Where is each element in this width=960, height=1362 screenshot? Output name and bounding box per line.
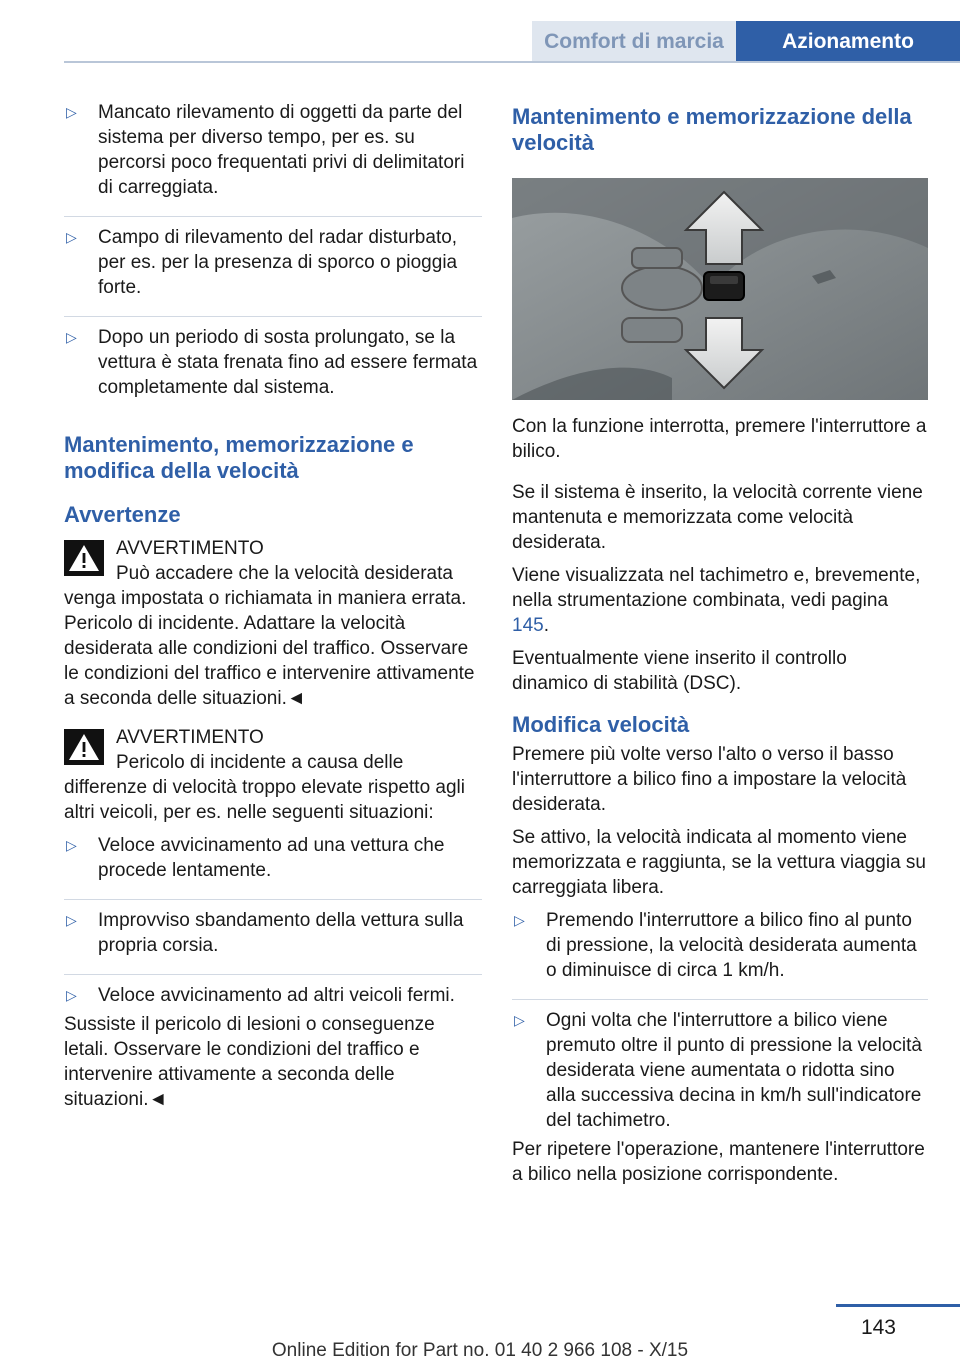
bullet-triangle-icon: ▷ (66, 987, 77, 1003)
warning-closing-text: Sussiste il pericolo di lesioni o conseguenze letali. Osservare le condizioni del traffico e intervenire attivamente a seconda delle situazioni.◄ (64, 1014, 435, 1110)
section-title: Mantenimento e memorizzazione della velocità (512, 104, 912, 155)
bullet-triangle-icon: ▷ (66, 104, 77, 120)
warning-text: Pericolo di incidente a causa delle differenze di velocità troppo elevate rispetto agli altri veicoli, per es. nelle seguenti situazioni: (64, 752, 466, 823)
bullet-text: Ogni volta che l'interruttore a bilico viene premuto oltre il punto di pressione la velocità desiderata viene aumentata o ridotta sino alla successiva decina in km/h sull'indicatore del tachimetro. (546, 1010, 922, 1131)
left-column (64, 100, 482, 1120)
paragraph: Con la funzione interrotta, premere l'interruttore a bilico. (512, 416, 927, 462)
bullet-text: Mancato rilevamento di oggetti da parte del sistema per diverso tempo, per es. su percorsi poco frequentati privi di delimitatori di carreggiata. (98, 102, 465, 198)
warning-triangle-icon (64, 540, 104, 576)
bullet-triangle-icon: ▷ (66, 229, 77, 245)
bullet-triangle-icon: ▷ (66, 329, 77, 345)
paragraph: Premere più volte verso l'alto o verso il basso l'interruttore a bilico fino a impostare la velocità desiderata. (512, 744, 907, 815)
bullet-item (64, 983, 482, 1010)
bullet-triangle-icon: ▷ (66, 912, 77, 928)
paragraph: Se attivo, la velocità indicata al momento viene memorizzata e raggiunta, se la vettura viaggia su carreggiata libera. (512, 827, 926, 898)
bullet-triangle-icon: ▷ (66, 837, 77, 853)
bullet-text: Veloce avvicinamento ad una vettura che procede lentamente. (98, 835, 445, 881)
warning-block (64, 725, 482, 1112)
warning-label: AVVERTIMENTO (116, 727, 264, 748)
bullet-item (64, 100, 482, 217)
paragraph: Eventualmente viene inserito il controllo dinamico di stabilità (DSC). (512, 648, 847, 694)
bullet-item (64, 908, 482, 975)
header-divider (64, 61, 960, 63)
bullet-triangle-icon: ▷ (514, 1012, 525, 1028)
section-tab-azionamento[interactable]: Azionamento (736, 21, 960, 63)
bullet-text: Premendo l'interruttore a bilico fino al punto di pressione, la velocità desiderata aumenta o diminuisce di circa 1 km/h. (546, 910, 917, 981)
paragraph: Se il sistema è inserito, la velocità corrente viene mantenuta e memorizzata come velocità desiderata. (512, 482, 923, 553)
section-title: Mantenimento, memorizzazione e modifica della velocità (64, 432, 414, 483)
bullet-item (512, 1008, 928, 1135)
page-header (0, 21, 960, 63)
bullet-item (64, 325, 482, 416)
bullet-triangle-icon: ▷ (514, 912, 525, 928)
paragraph (512, 563, 928, 638)
bullet-text: Dopo un periodo di sosta prolungato, se la vettura è stata frenata fino ad essere fermata completamente dal sistema. (98, 327, 478, 398)
paragraph: Per ripetere l'operazione, mantenere l'interruttore a bilico nella posizione corrispondente. (512, 1139, 925, 1185)
bullet-item (512, 908, 928, 1000)
steering-wheel-rocker-switch-image (512, 178, 928, 400)
right-column (512, 100, 928, 1195)
bullet-item (64, 225, 482, 317)
bullet-text: Improvviso sbandamento della vettura sulla propria corsia. (98, 910, 464, 956)
edition-text: Online Edition for Part no. 01 40 2 966 108 - X/15 (271, 1340, 689, 1361)
warning-block (64, 536, 482, 711)
subsection-title: Modifica velocità (512, 712, 690, 737)
subsection-title: Avvertenze (64, 502, 181, 527)
bullet-text: Campo di rilevamento del radar disturbato, per es. per la presenza di sporco o pioggia forte. (98, 227, 458, 298)
bullet-text: Veloce avvicinamento ad altri veicoli fermi. (98, 985, 455, 1006)
page-number: 143 (860, 1316, 896, 1339)
footer-rule (836, 1304, 960, 1307)
page-reference-link[interactable]: 145 (512, 615, 544, 636)
bullet-item (64, 833, 482, 900)
warning-triangle-icon (64, 729, 104, 765)
section-tab-comfort[interactable]: Comfort di marcia (532, 21, 736, 63)
warning-text: Può accadere che la velocità desiderata venga impostata o richiamata in maniera errata. Pericolo di incidente. Adattare la velocità desiderata alle condizioni del traffico. Osservare le condizioni del traffico e intervenire attivamente a seconda delle situazioni.◄ (64, 563, 475, 709)
paragraph-text: . (543, 615, 549, 636)
warning-label: AVVERTIMENTO (116, 538, 264, 559)
paragraph-text: Viene visualizzata nel tachimetro e, brevemente, nella strumentazione combinata, vedi pagina (512, 565, 921, 611)
